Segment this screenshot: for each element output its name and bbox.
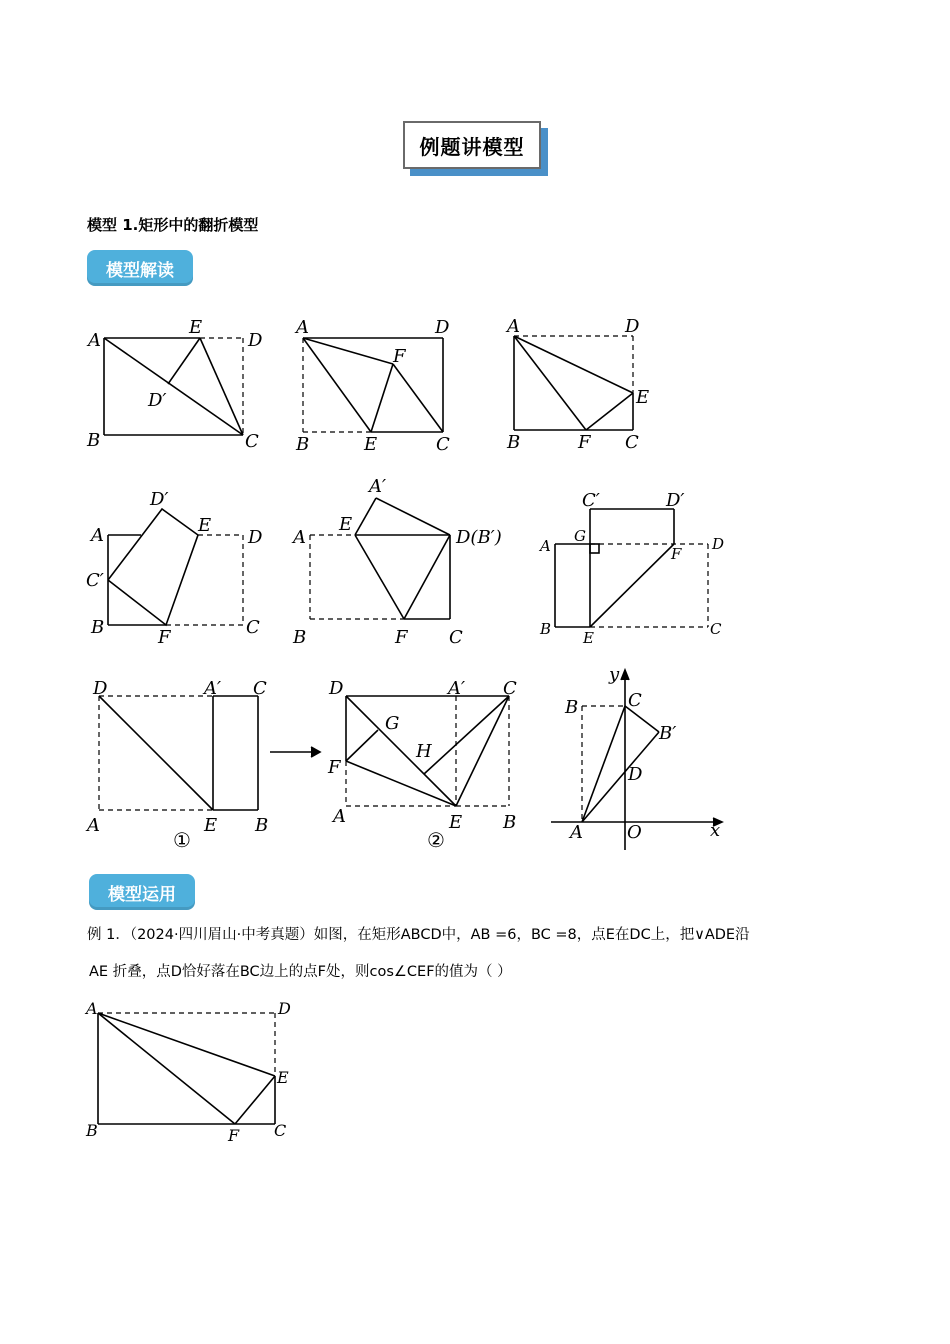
label-C: C [710, 620, 722, 638]
figure-4 [86, 489, 263, 648]
label-circle-2: ② [427, 828, 445, 852]
label-B: B [540, 620, 552, 638]
label-E: E [198, 515, 212, 536]
label-B: B [296, 434, 310, 455]
label-F: F [228, 1126, 240, 1145]
label-F: F [158, 627, 171, 648]
model-application-tag: 模型运用 [89, 874, 195, 910]
label-D: D [329, 678, 344, 699]
figure-6 [538, 490, 724, 647]
label-A-prime: A′ [369, 476, 387, 497]
label-C: C [274, 1121, 287, 1140]
page-title: 例题讲模型 [403, 121, 541, 169]
figure-5 [291, 476, 502, 648]
figure-10 [84, 999, 291, 1145]
label-x: x [710, 820, 721, 841]
label-B-prime: B′ [659, 723, 677, 744]
label-D-prime: D′ [148, 390, 167, 411]
label-B: B [91, 617, 105, 638]
section-title: 模型 1.矩形中的翻折模型 [87, 216, 259, 234]
label-B: B [255, 815, 269, 836]
label-A: A [333, 806, 346, 827]
label-C: C [449, 627, 463, 648]
label-A-prime: A′ [204, 678, 222, 699]
label-F: F [393, 346, 406, 367]
label-C: C [253, 678, 267, 699]
label-B: B [87, 430, 101, 451]
figure-7 [85, 678, 268, 852]
label-C: C [245, 431, 259, 452]
label-F: F [328, 757, 341, 778]
label-E: E [449, 812, 463, 833]
label-D: D [628, 764, 643, 785]
label-C: C [625, 432, 639, 453]
label-D: D [248, 330, 263, 351]
figure-1 [86, 317, 263, 452]
label-A: A [91, 525, 104, 546]
label-A: A [540, 537, 551, 555]
label-E: E [364, 434, 378, 455]
label-D-prime: D′ [150, 489, 169, 510]
label-B: B [86, 1121, 98, 1140]
label-A: A [86, 999, 98, 1018]
label-C: C [628, 690, 642, 711]
label-A: A [293, 527, 306, 548]
label-C: C [246, 617, 260, 638]
figure-3 [505, 316, 649, 453]
label-C: C [436, 434, 450, 455]
label-H: H [416, 741, 432, 762]
label-D-prime: D′ [666, 490, 685, 511]
label-D: D [278, 999, 291, 1018]
label-A: A [570, 822, 583, 843]
label-D: D [625, 316, 640, 337]
label-G: G [385, 713, 400, 734]
label-C-prime: C′ [582, 490, 600, 511]
label-D-B-prime: D(B′) [456, 527, 502, 548]
label-D: D [248, 527, 263, 548]
label-E: E [204, 815, 218, 836]
label-circle-1: ① [173, 828, 191, 852]
label-E: E [636, 387, 650, 408]
label-E: E [583, 629, 594, 647]
figure-8 [327, 678, 517, 852]
label-B: B [503, 812, 517, 833]
label-A-prime: A′ [448, 678, 466, 699]
model-interpretation-tag: 模型解读 [87, 250, 193, 286]
example-1-line-2: AE 折叠，点D恰好落在BC边上的点F处，则cos∠CEF的值为（ ） [89, 964, 512, 980]
figure-2 [294, 317, 450, 455]
label-A: A [88, 330, 101, 351]
figure-9 [551, 664, 722, 850]
label-C-prime: C′ [86, 570, 104, 591]
transform-arrow [270, 747, 320, 757]
label-D: D [93, 678, 108, 699]
label-A: A [296, 317, 309, 338]
label-G: G [574, 527, 586, 545]
label-B: B [293, 627, 307, 648]
label-F: F [578, 432, 591, 453]
label-O: O [627, 822, 642, 843]
label-E: E [339, 514, 353, 535]
label-A: A [87, 815, 100, 836]
label-D: D [435, 317, 450, 338]
label-F: F [395, 627, 408, 648]
label-B: B [507, 432, 521, 453]
label-C: C [503, 678, 517, 699]
label-y: y [609, 664, 620, 685]
label-B: B [565, 697, 579, 718]
label-F: F [671, 545, 682, 563]
label-E: E [189, 317, 203, 338]
example-1-line-1: 例 1．（2024·四川眉山·中考真题）如图，在矩形ABCD中，AB =6，BC =8，点E在DC上，把∨ADE沿 [87, 927, 750, 943]
label-E: E [277, 1068, 289, 1087]
label-D: D [712, 535, 725, 553]
label-A: A [507, 316, 520, 337]
